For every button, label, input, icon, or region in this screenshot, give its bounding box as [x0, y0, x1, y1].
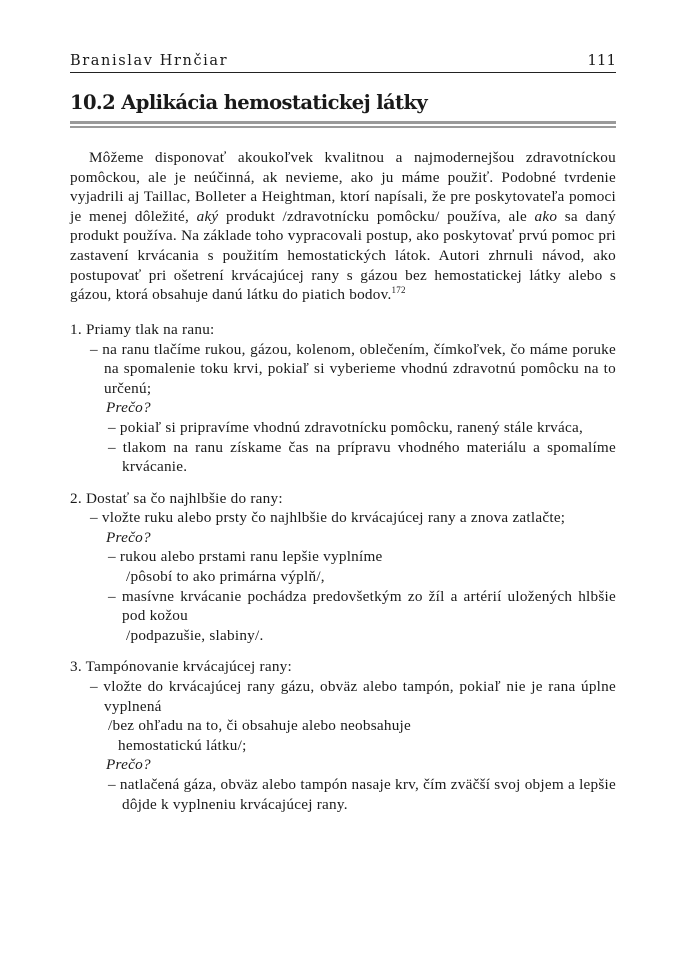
- step-action: – vložte ruku alebo prsty čo najhlbšie do krvácajúcej rany a znova zatlačte;: [90, 509, 566, 527]
- step-3: [70, 657, 616, 814]
- title-rule-top: [70, 121, 616, 124]
- step-heading: 3. Tampónovanie krvácajúcej rany:: [70, 658, 292, 676]
- intro-emphasis-ako: ako: [534, 207, 558, 225]
- step-note-continuation: hemostatickú látku/;: [118, 736, 247, 754]
- footnote-ref: 172: [391, 285, 406, 296]
- intro-text-2: produkt /zdravotnícku pomôcku/ používa, ale: [218, 207, 535, 225]
- step-note: /bez ohľadu na to, či obsahuje alebo neobsahuje: [108, 717, 412, 735]
- steps-list: [70, 320, 616, 814]
- step-heading: 2. Dostať sa čo najhlbšie do rany:: [70, 489, 283, 507]
- reason-continuation: /podpazušie, slabiny/.: [126, 626, 264, 644]
- page-number: 111: [587, 51, 616, 69]
- why-label: Prečo?: [106, 756, 151, 774]
- reason-item: – tlakom na ranu získame čas na prípravu vhodného materiálu a spomalíme krvácanie.: [108, 438, 616, 476]
- reason-item: – pokiaľ si pripravíme vhodnú zdravotnícku pomôcku, ranený stále krváca,: [108, 418, 584, 436]
- book-page: [70, 44, 616, 826]
- reason-item: – natlačená gáza, obväz alebo tampón nasaje krv, čím zväčší svoj objem a lepšie dôjde k vyplneniu krvácajúcej rany.: [108, 776, 616, 813]
- intro-paragraph: [70, 148, 616, 305]
- step-action: – vložte do krvácajúcej rany gázu, obväz alebo tampón, pokiaľ nie je rana úplne vyplnená: [90, 678, 616, 715]
- intro-text-1: Môžeme disponovať akoukoľvek kvalitnou a najmodernejšou zdravotníckou pomôckou, ale je neúčinná, ak nevieme, ako ju máme použiť. Podobné tvrdenie vyjadrili aj Taillac, Bolleter a Heightman, ktorí napísali, že pre poskytovateľa pomoci je menej dôležité,: [70, 149, 616, 225]
- title-rule-bottom: [70, 126, 616, 128]
- running-header: [70, 44, 616, 73]
- step-heading: 1. Priamy tlak na ranu:: [70, 320, 215, 338]
- why-label: Prečo?: [106, 528, 151, 546]
- reason-continuation: /pôsobí to ako primárna výplň/,: [126, 568, 325, 586]
- step-2: [70, 489, 616, 646]
- step-action: – na ranu tlačíme rukou, gázou, kolenom, oblečením, čímkoľvek, čo máme poruke na spomalenie toku krvi, pokiaľ si vyberieme vhodnú zdravotnú pomôcku na to určenú;: [90, 340, 616, 397]
- step-1: [70, 320, 616, 477]
- intro-emphasis-aky: aký: [196, 207, 219, 225]
- section-title: 10.2 Aplikácia hemostatickej látky: [70, 91, 428, 114]
- author-name: Branislav Hrnčiar: [70, 53, 229, 69]
- reason-item: – rukou alebo prstami ranu lepšie vyplníme: [108, 548, 383, 566]
- reason-item: – masívne krvácanie pochádza predovšetkým zo žíl a artérií uložených hlbšie pod kožou: [108, 587, 616, 625]
- intro-text-3: sa daný produkt používa. Na základe toho vypracovali postup, ako poskytovať prvú pomoc pri zastavení krvácania s použitím hemostatických látok. Autori zhrnuli návod, ako postupovať pri ošetrení krvácajúcej rany s gázou bez hemostatickej látky alebo s gázou, ktorá obsahuje danú látku do piatich bodov.: [70, 207, 616, 304]
- why-label: Prečo?: [106, 399, 151, 417]
